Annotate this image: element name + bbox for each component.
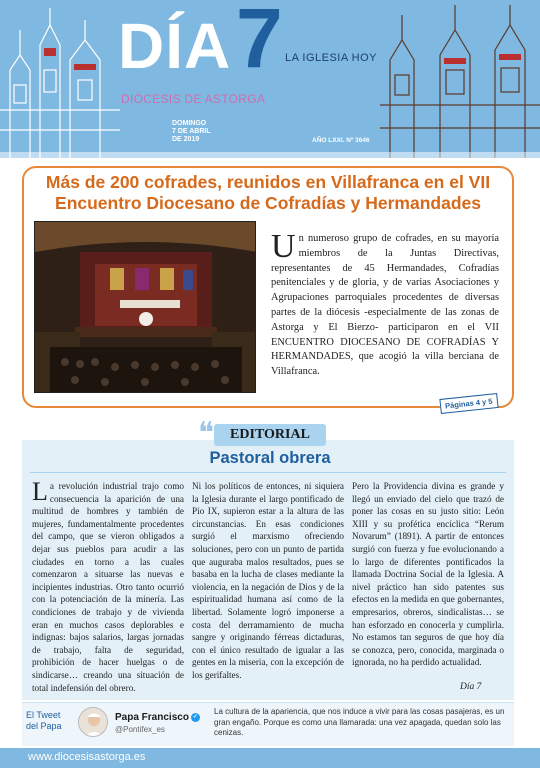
masthead-dia: DÍA	[118, 10, 232, 82]
editorial-title: Pastoral obrera	[209, 449, 331, 467]
lead-photo-theater	[34, 221, 256, 393]
tweet-author-name[interactable]	[115, 712, 200, 723]
masthead-banner	[0, 0, 540, 158]
editorial-column-1-text: a revolución industrial trajo como consecuencia la aparición de una multitud de hombres y también de mujeres, fundamentalmente procedentes del campo, que se vieron obligados a dejar sus pueblos para acudir a las ciudades en torno a las cuales comenzaron a situarse las nuevas e incipientes industrias. Otro tanto ocurrió con la potenciación de la minería. Las condiciones de trabajo y de vivienda eran en muchos casos deplorables e indignas: bajos salarios, largas jornadas de trabajo, falta de seguridad, prohibición de hacer huelgas o de sindicarse… creando una situación de total indefensión del obrero.	[32, 481, 184, 693]
cathedral-left-illustration	[0, 0, 120, 158]
footer-website-link[interactable]: www.diocesisastorga.es	[28, 751, 146, 763]
date-year: DE 2019	[172, 136, 200, 143]
masthead-seven: 7	[236, 0, 284, 85]
lead-dropcap: U	[271, 228, 296, 265]
editorial-signature: Día 7	[460, 682, 482, 692]
editorial-column-1	[32, 477, 184, 694]
tweet-handle[interactable]: @Pontifex_es	[115, 725, 165, 734]
editorial-label: EDITORIAL	[214, 424, 326, 446]
lead-body: n numeroso grupo de cofrades, en su mayoría miembros de la Juntas Directivas, representantes de 45 Hermandades, Cofradías penitenciales y de gloria, y de varias Asociaciones y Agrupaciones parroquiales procedentes de diversas partes de la diócesis -especialmente de las zonas de Astorga y El Bierzo- participaron en el VII ENCUENTRO DIOCESANO DE COFRADÍAS Y HERMANDADES, que acogió la villa berciana de Villafranca.	[271, 233, 499, 378]
date-weekday: DOMINGO	[172, 120, 207, 127]
avatar	[78, 707, 108, 737]
lead-headline-line-2: Encuentro Diocesano de Cofradías y Hermandades	[55, 193, 481, 213]
theater-stage-image	[35, 222, 256, 393]
editorial-divider	[30, 472, 506, 473]
tweet-label-line-1: El Tweet	[26, 710, 61, 720]
verified-icon: ✓	[192, 713, 198, 720]
lead-body-text	[271, 228, 499, 380]
masthead-logo	[118, 0, 284, 85]
lead-headline-line-1: Más de 200 cofrades, reunidos en Villafranca en el VII	[45, 172, 491, 192]
editorial-column-3: Pero la Providencia divina es grande y llegó un enviado del cielo que trazó de poner las cosas en su justo sitio: León XIII y su profética encíclica “Rerum Novarum” (1891). A partir de entonces surgió con fuerza y fue evolucionando a lo largo de diferentes pontificados la llamada Doctrina Social de la Iglesia. A nivel práctico han sido patentes sus efectos en la medida en que gobernantes, empresarios, obreros, sindicalistas… se han esforzado en conocerla y cumplirla. No estamos tan seguros de que hoy día se conozca, pero, conocida, marginada o ignorada, no ha perdido actualidad.	[352, 481, 504, 668]
diocese-name: DIÓCESIS DE ASTORGA	[121, 92, 266, 106]
issue-number: AÑO LXXI. Nº 3646	[312, 137, 370, 144]
tagline: LA IGLESIA HOY	[285, 52, 377, 64]
lead-headline[interactable]	[30, 172, 506, 214]
quote-icon: ❝	[198, 417, 215, 450]
cathedral-right-illustration	[380, 0, 540, 158]
editorial-dropcap: L	[32, 477, 48, 506]
tweet-label-line-2: del Papa	[26, 721, 62, 731]
issue-date	[172, 120, 232, 144]
tweet-text: La cultura de la apariencia, que nos induce a vivir para las cosas pasajeras, es un gran engaño. Porque es como una llamarada: una vez apagada, quedan solo las cenizas.	[214, 707, 505, 737]
pages-reference[interactable]: Páginas 4 y 5	[439, 393, 498, 414]
tweet-section-label	[26, 710, 74, 732]
header-divider	[0, 152, 540, 158]
editorial-column-2: Ni los políticos de entonces, ni siquiera la Iglesia durante el largo pontificado de Pío IX, supieron estar a la altura de las circunstancias. En esas condiciones surgió el marxismo ofreciendo soluciones, pero con un punto de partida que auguraba malos resultados, pues se basaba en la lucha de clases mediante la violencia, en la negación de Dios y de la espiritualidad humana así como de la libertad. Solamente logró imponerse a costa del derramamiento de mucha sangre y originando férreas dictaduras, con el único resultado de igualar a las gentes en la miseria, con la excepción de los gerifaltes.	[192, 481, 344, 680]
date-day-month: 7 DE ABRIL	[172, 128, 211, 135]
tweet-author: Papa Francisco	[115, 712, 189, 723]
